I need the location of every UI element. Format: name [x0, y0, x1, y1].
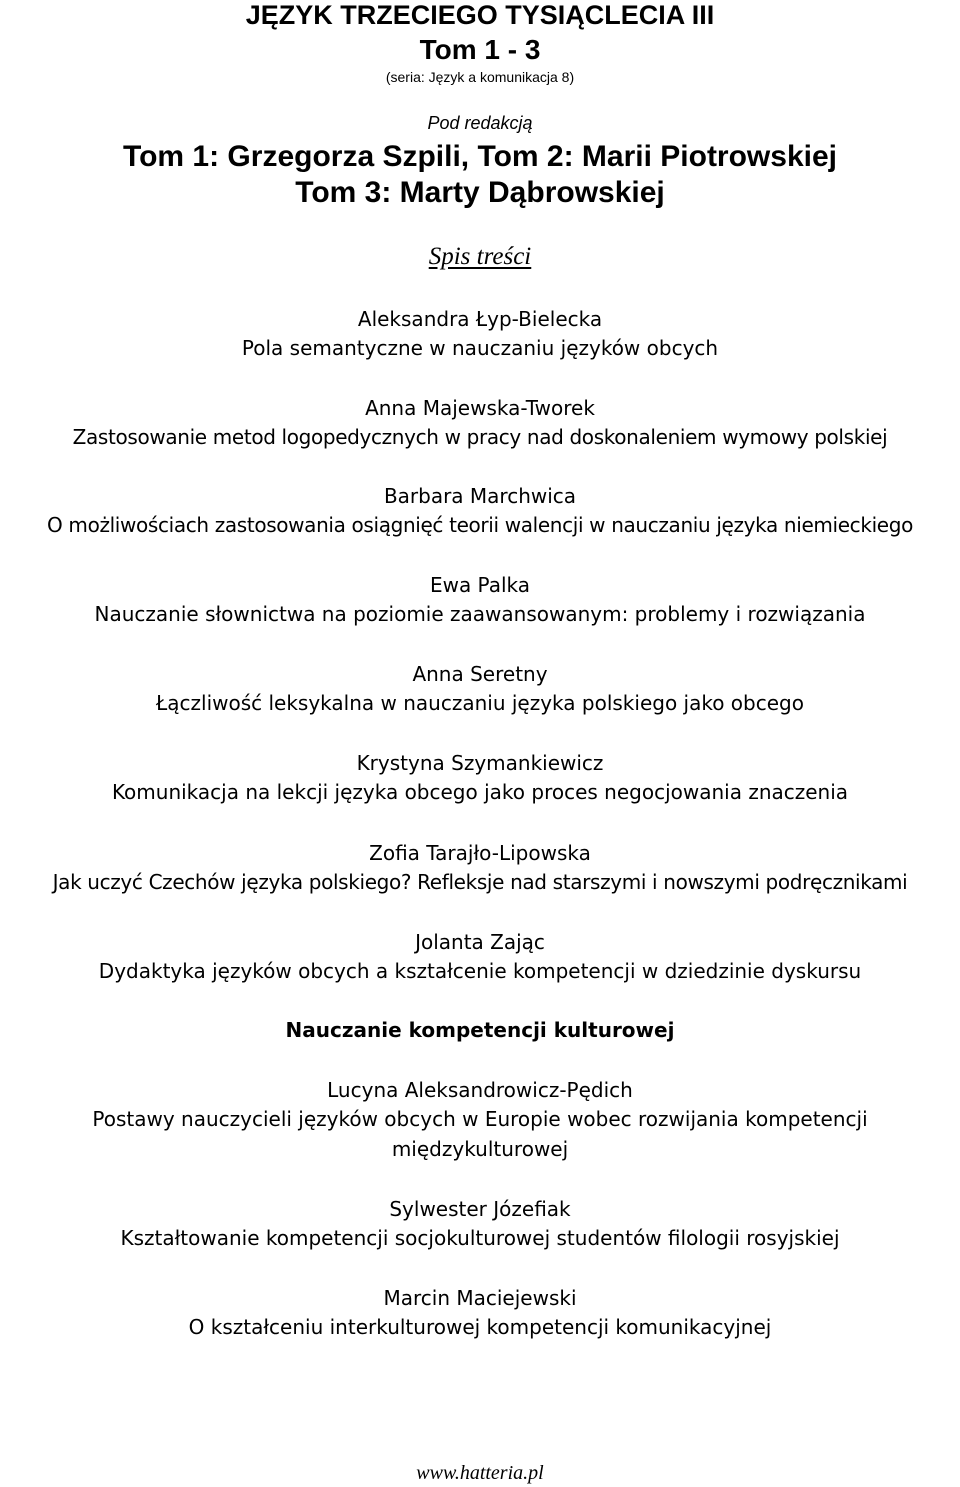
entry-title-line-2: międzykulturowej	[391, 1137, 569, 1161]
editors-line-2: Tom 3: Marty Dąbrowskiej	[295, 176, 665, 209]
entry-title: Łączliwość leksykalna w nauczaniu języka polskiego jako obcego	[156, 691, 804, 715]
entry-author: Jolanta Zając	[415, 930, 545, 954]
section-heading: Nauczanie kompetencji kulturowej	[285, 1018, 675, 1042]
entry-title: Pola semantyczne w nauczaniu języków obcych	[241, 336, 719, 360]
series-title: JĘZYK TRZECIEGO TYSIĄCLECIA III	[245, 0, 715, 30]
series-note: (seria: Język a komunikacja 8)	[385, 69, 575, 85]
entry-author: Zofia Tarajło-Lipowska	[369, 841, 591, 865]
entry-title: Kształtowanie kompetencji socjokulturowej studentów filologii rosyjskiej	[120, 1226, 840, 1250]
entry-author: Krystyna Szymankiewicz	[356, 751, 604, 775]
entry-author: Ewa Palka	[429, 573, 531, 597]
toc-heading-link[interactable]: Spis treści	[428, 243, 532, 270]
entry-title: Komunikacja na lekcji języka obcego jako proces negocjowania znaczenia	[111, 780, 849, 804]
entry-title: Zastosowanie metod logopedycznych w pracy nad doskonaleniem wymowy polskiej	[72, 425, 888, 449]
entry-title: Dydaktyka języków obcych a kształcenie kompetencji w dziedzinie dyskursu	[98, 959, 862, 983]
editor-label: Pod redakcją	[427, 113, 533, 133]
entry-author: Barbara Marchwica	[383, 484, 577, 508]
entry-author: Lucyna Aleksandrowicz-Pędich	[327, 1078, 633, 1102]
entry-title: Jak uczyć Czechów języka polskiego? Refleksje nad starszymi i nowszymi podręcznikami	[52, 870, 908, 894]
entry-author: Anna Majewska-Tworek	[365, 396, 595, 420]
entry-author: Aleksandra Łyp-Bielecka	[357, 307, 603, 331]
entry-author: Sylwester Józefiak	[389, 1197, 571, 1221]
editors-line-1: Tom 1: Grzegorza Szpili, Tom 2: Marii Piotrowskiej	[122, 140, 837, 173]
volume-range: Tom 1 - 3	[419, 34, 541, 65]
entry-title: O kształceniu interkulturowej kompetencji komunikacyjnej	[188, 1315, 772, 1339]
entry-title-line-1: Postawy nauczycieli języków obcych w Europie wobec rozwijania kompetencji	[92, 1107, 868, 1131]
entry-title: O możliwościach zastosowania osiągnięć teorii walencji w nauczaniu języka niemieckiego	[47, 513, 913, 537]
entry-title: Nauczanie słownictwa na poziomie zaawansowanym: problemy i rozwiązania	[94, 602, 866, 626]
footer-url-link[interactable]: www.hatteria.pl	[416, 1462, 544, 1484]
toc-heading[interactable]	[0, 243, 960, 271]
entry-author: Anna Seretny	[412, 662, 548, 686]
entry-author: Marcin Maciejewski	[383, 1286, 577, 1310]
